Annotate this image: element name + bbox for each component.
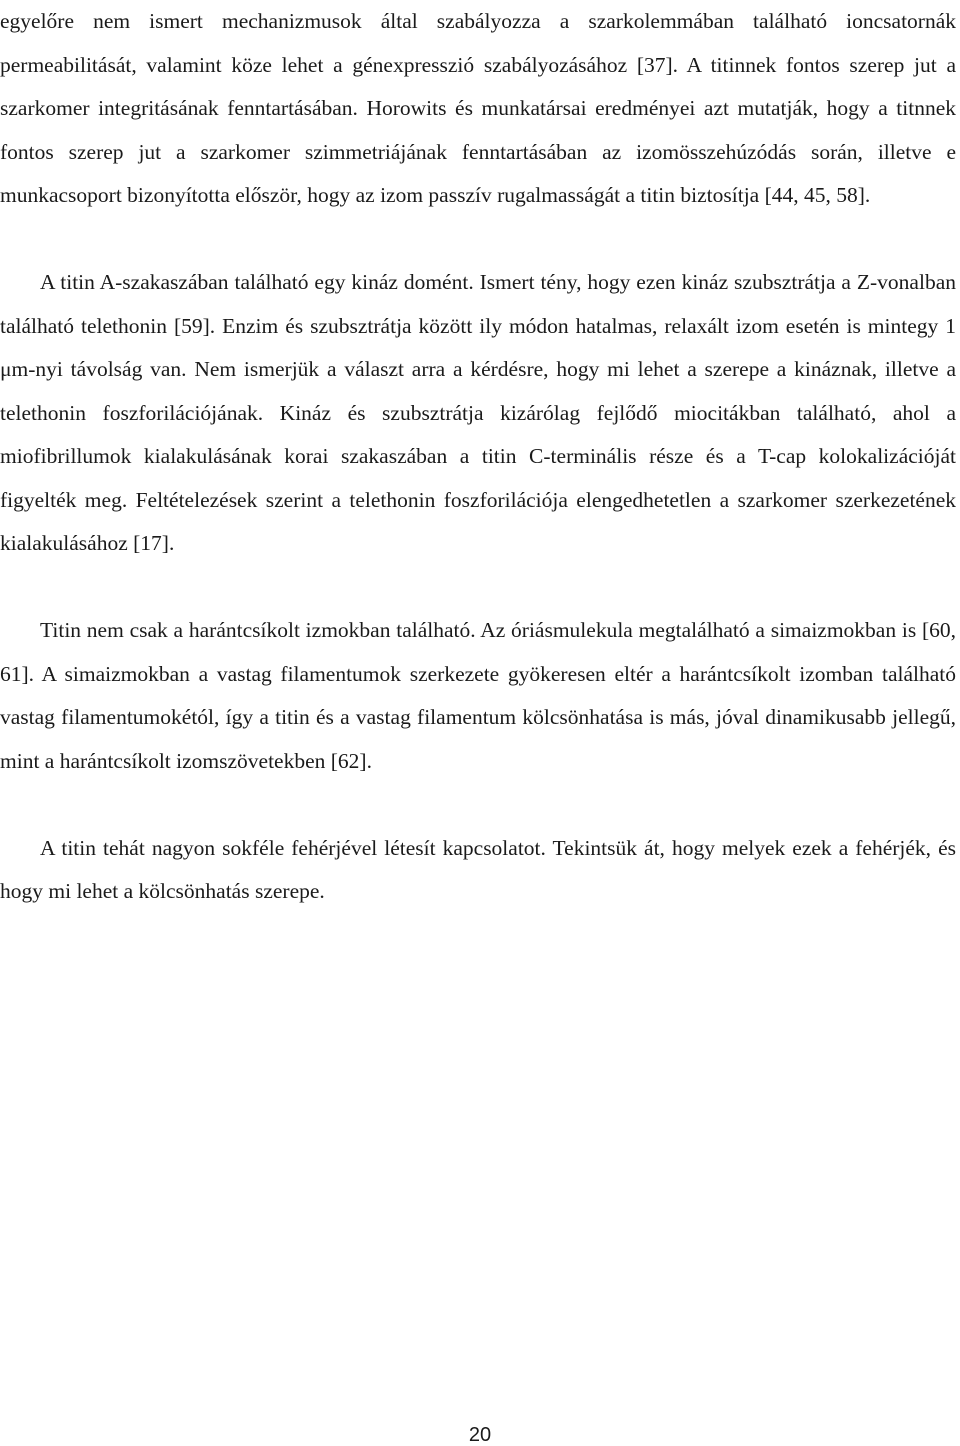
paragraph-4: A titin tehát nagyon sokféle fehérjével létesít kapcsolatot. Tekintsük át, hogy melyek ezek a fehérjék, és hogy mi lehet a kölcsönhatás szerepe. — [0, 835, 956, 903]
page-number: 20 — [468, 1424, 492, 1446]
paragraph-2: A titin A-szakaszában található egy kináz domént. Ismert tény, hogy ezen kináz szubsztrátja a Z-vonalban található telethonin [59]. Enzim és szubsztrátja között ily módon hatalmas, relaxált izom esetén is mintegy 1 μm-nyi távolság van. Nem ismerjük a választ arra a kérdésre, hogy mi lehet a szerepe a kináznak, illetve a telethonin foszforilációjának. Kináz és szubsztrátja kizárólag fejlődő miocitákban található, ahol a miofibrillumok kialakulásának korai szakaszában a titin C-terminális része és a T-cap kolokalizációját figyelték meg. Feltételezések szerint a telethonin foszforilációja elengedhetetlen a szarkomer szerkezetének kialakulásához [17]. — [0, 270, 956, 555]
paragraph-3: Titin nem csak a harántcsíkolt izmokban található. Az óriásmulekula megtalálható a simaizmokban is [60, 61]. A simaizmokban a vastag filamentumok szerkezete gyökeresen eltér a harántcsíkolt izomban található vastag filamentumokétól, így a titin és a vastag filamentum kölcsönhatása is más, jóval dinamikusabb jellegű, mint a harántcsíkolt izomszövetekben [62]. — [0, 618, 956, 773]
paragraph-1: egyelőre nem ismert mechanizmusok által szabályozza a szarkolemmában található ioncsatornák permeabilitását, valamint köze lehet a génexpresszió szabályozásához [37]. A titinnek fontos szerep jut a szarkomer integritásának fenntartásában. Horowits és munkatársai eredményei azt mutatják, hogy a titnnek fontos szerep jut a szarkomer szimmetriájának fenntartásában az izomösszehúzódás során, illetve e munkacsoport bizonyította először, hogy az izom passzív rugalmasságát a titin biztosítja [44, 45, 58]. — [0, 9, 956, 207]
